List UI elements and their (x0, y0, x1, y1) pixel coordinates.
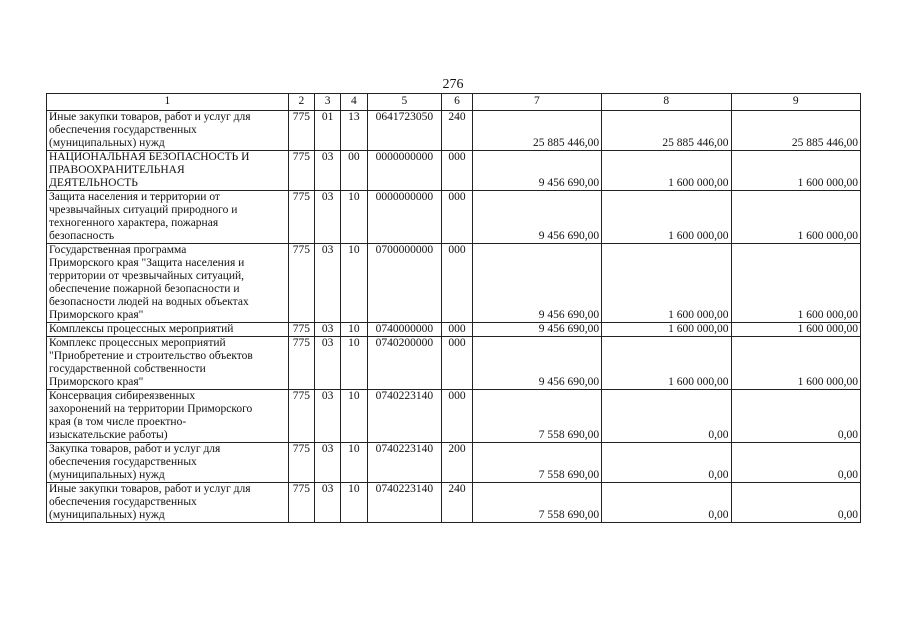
table-row (47, 111, 861, 151)
row-name-line: обеспечение пожарной безопасности и (49, 283, 240, 295)
row-name-line: обеспечения государственных (49, 124, 197, 136)
amount-year-2-cell: 1 600 000,00 (602, 191, 731, 244)
amount-year-3-cell: 1 600 000,00 (731, 244, 861, 323)
ministry-code-cell: 775 (288, 191, 314, 244)
amount-year-1-cell: 9 456 690,00 (472, 191, 601, 244)
amount-year-2-cell: 0,00 (602, 483, 731, 523)
target-article-cell: 0000000000 (367, 151, 442, 191)
amount-year-3-cell: 0,00 (731, 443, 861, 483)
row-name-line: Консервация сибиреязвенных (49, 390, 196, 402)
row-name-cell (47, 244, 289, 323)
expense-type-cell: 200 (442, 443, 472, 483)
amount-year-3-cell: 1 600 000,00 (731, 151, 861, 191)
section-code-cell: 03 (314, 151, 340, 191)
section-code-cell: 03 (314, 337, 340, 390)
row-name-line: Иные закупки товаров, работ и услуг для (49, 483, 251, 495)
target-article-cell: 0700000000 (367, 244, 442, 323)
row-name-cell (47, 323, 289, 337)
table-row (47, 191, 861, 244)
row-name-line: безопасность (49, 230, 115, 242)
row-name-line: ПРАВООХРАНИТЕЛЬНАЯ (49, 164, 185, 176)
row-name-line: (муниципальных) нужд (49, 469, 165, 481)
row-name-line: Приморского края "Защита населения и (49, 257, 245, 269)
section-code-cell: 03 (314, 483, 340, 523)
ministry-code-cell: 775 (288, 483, 314, 523)
row-name-line: чрезвычайных ситуаций природного и (49, 204, 238, 216)
row-name-line: государственной собственности (49, 363, 206, 375)
ministry-code-cell: 775 (288, 244, 314, 323)
expense-type-cell: 000 (442, 244, 472, 323)
subsection-code-cell: 10 (341, 191, 367, 244)
row-name-line: Закупка товаров, работ и услуг для (49, 443, 221, 455)
row-name-line: техногенного характера, пожарная (49, 217, 219, 229)
expense-type-cell: 240 (442, 111, 472, 151)
target-article-cell: 0740200000 (367, 337, 442, 390)
row-name-line: Государственная программа (49, 244, 187, 256)
row-name-line: обеспечения государственных (49, 496, 197, 508)
row-name-line: ДЕЯТЕЛЬНОСТЬ (49, 177, 138, 189)
amount-year-1-cell: 9 456 690,00 (472, 323, 601, 337)
row-name-line: Приморского края" (49, 309, 144, 321)
expense-type-cell: 000 (442, 337, 472, 390)
amount-year-3-cell: 25 885 446,00 (731, 111, 861, 151)
ministry-code-cell: 775 (288, 111, 314, 151)
target-article-cell: 0641723050 (367, 111, 442, 151)
row-name-line: Комплексы процессных мероприятий (49, 323, 234, 335)
expense-type-cell: 000 (442, 191, 472, 244)
section-code-cell: 03 (314, 244, 340, 323)
section-code-cell: 03 (314, 191, 340, 244)
row-name-cell (47, 483, 289, 523)
column-number-header: 2 (288, 94, 314, 111)
ministry-code-cell: 775 (288, 323, 314, 337)
section-code-cell: 03 (314, 443, 340, 483)
row-name-line: безопасности людей на водных объектах (49, 296, 249, 308)
expense-type-cell: 240 (442, 483, 472, 523)
target-article-cell: 0740223140 (367, 443, 442, 483)
amount-year-2-cell: 1 600 000,00 (602, 337, 731, 390)
expense-type-cell: 000 (442, 390, 472, 443)
target-article-cell: 0740223140 (367, 390, 442, 443)
table-header-row (47, 94, 861, 111)
ministry-code-cell: 775 (288, 390, 314, 443)
row-name-cell (47, 390, 289, 443)
table-row (47, 323, 861, 337)
table-row (47, 151, 861, 191)
row-name-line: обеспечения государственных (49, 456, 197, 468)
row-name-line: НАЦИОНАЛЬНАЯ БЕЗОПАСНОСТЬ И (49, 151, 250, 163)
row-name-line: Комплекс процессных мероприятий (49, 337, 226, 349)
subsection-code-cell: 10 (341, 390, 367, 443)
column-number-header: 3 (314, 94, 340, 111)
target-article-cell: 0740000000 (367, 323, 442, 337)
amount-year-3-cell: 0,00 (731, 390, 861, 443)
row-name-line: изыскательские работы) (49, 429, 168, 441)
subsection-code-cell: 10 (341, 483, 367, 523)
row-name-line: Приморского края" (49, 376, 144, 388)
amount-year-1-cell: 9 456 690,00 (472, 337, 601, 390)
amount-year-1-cell: 9 456 690,00 (472, 244, 601, 323)
table-row (47, 443, 861, 483)
subsection-code-cell: 10 (341, 337, 367, 390)
amount-year-1-cell: 25 885 446,00 (472, 111, 601, 151)
subsection-code-cell: 10 (341, 443, 367, 483)
amount-year-1-cell: 7 558 690,00 (472, 443, 601, 483)
subsection-code-cell: 00 (341, 151, 367, 191)
table-row (47, 483, 861, 523)
ministry-code-cell: 775 (288, 151, 314, 191)
target-article-cell: 0000000000 (367, 191, 442, 244)
row-name-cell (47, 337, 289, 390)
row-name-line: края (в том числе проектно- (49, 416, 187, 428)
target-article-cell: 0740223140 (367, 483, 442, 523)
amount-year-3-cell: 0,00 (731, 483, 861, 523)
row-name-line: (муниципальных) нужд (49, 509, 165, 521)
amount-year-1-cell: 7 558 690,00 (472, 483, 601, 523)
section-code-cell: 01 (314, 111, 340, 151)
section-code-cell: 03 (314, 323, 340, 337)
amount-year-2-cell: 1 600 000,00 (602, 244, 731, 323)
subsection-code-cell: 10 (341, 323, 367, 337)
amount-year-2-cell: 1 600 000,00 (602, 323, 731, 337)
amount-year-2-cell: 0,00 (602, 390, 731, 443)
row-name-line: Защита населения и территории от (49, 191, 220, 203)
amount-year-3-cell: 1 600 000,00 (731, 337, 861, 390)
column-number-header: 7 (472, 94, 601, 111)
column-number-header: 6 (442, 94, 472, 111)
row-name-line: Иные закупки товаров, работ и услуг для (49, 111, 251, 123)
table-row (47, 244, 861, 323)
column-number-header: 1 (47, 94, 289, 111)
amount-year-2-cell: 0,00 (602, 443, 731, 483)
column-number-header: 4 (341, 94, 367, 111)
expense-type-cell: 000 (442, 323, 472, 337)
row-name-cell (47, 111, 289, 151)
ministry-code-cell: 775 (288, 337, 314, 390)
row-name-line: территории от чрезвычайных ситуаций, (49, 270, 245, 282)
column-number-header: 9 (731, 94, 861, 111)
page-number: 276 (442, 77, 464, 92)
amount-year-2-cell: 25 885 446,00 (602, 111, 731, 151)
row-name-line: "Приобретение и строительство объектов (49, 350, 253, 362)
column-number-header: 8 (602, 94, 731, 111)
row-name-cell (47, 151, 289, 191)
row-name-cell (47, 191, 289, 244)
subsection-code-cell: 10 (341, 244, 367, 323)
amount-year-2-cell: 1 600 000,00 (602, 151, 731, 191)
row-name-cell (47, 443, 289, 483)
row-name-line: (муниципальных) нужд (49, 137, 165, 149)
table-row (47, 337, 861, 390)
amount-year-1-cell: 7 558 690,00 (472, 390, 601, 443)
column-number-header: 5 (367, 94, 442, 111)
ministry-code-cell: 775 (288, 443, 314, 483)
expense-type-cell: 000 (442, 151, 472, 191)
amount-year-1-cell: 9 456 690,00 (472, 151, 601, 191)
table-row (47, 390, 861, 443)
amount-year-3-cell: 1 600 000,00 (731, 191, 861, 244)
row-name-line: захоронений на территории Приморского (49, 403, 253, 415)
budget-table (46, 93, 861, 523)
amount-year-3-cell: 1 600 000,00 (731, 323, 861, 337)
subsection-code-cell: 13 (341, 111, 367, 151)
section-code-cell: 03 (314, 390, 340, 443)
